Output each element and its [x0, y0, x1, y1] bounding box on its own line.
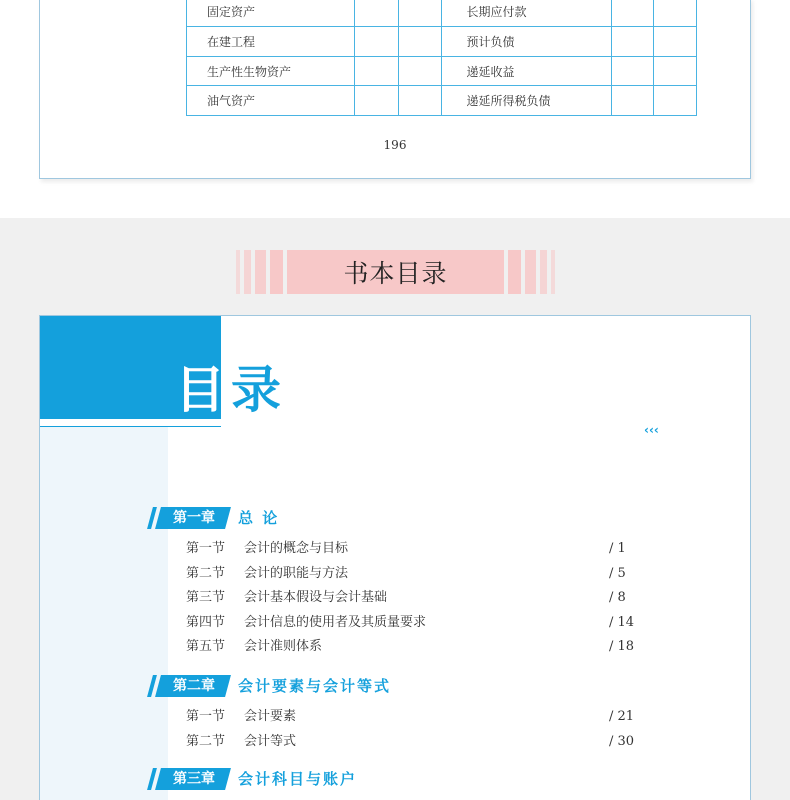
- asset-label: 固定资产: [187, 0, 355, 27]
- toc-entry: [186, 588, 636, 608]
- chapter-title: 会计科目与账户: [238, 770, 358, 788]
- page-ref: / 5: [609, 566, 626, 581]
- chevron-left-icon: ‹‹‹: [644, 423, 659, 437]
- section-number: 第三节: [186, 590, 226, 605]
- section-title: 会计要素: [244, 709, 297, 724]
- section-title: 会计等式: [244, 734, 297, 749]
- toc-entry: [186, 732, 636, 752]
- section-title: 会计的职能与方法: [244, 566, 349, 581]
- section-number: 第二节: [186, 734, 226, 749]
- page-ref: / 30: [609, 734, 635, 749]
- table-row: [187, 56, 697, 86]
- liability-label: 预计负债: [442, 27, 612, 57]
- table-row: [187, 0, 697, 27]
- book-page-196: [39, 0, 751, 179]
- chapter-title: 会计要素与会计等式: [238, 677, 392, 695]
- liability-label: 长期应付款: [442, 0, 612, 27]
- page-ref: / 8: [609, 590, 626, 605]
- toc-entry: [186, 539, 636, 559]
- banner-stripe: [236, 250, 240, 294]
- table-row: [187, 27, 697, 57]
- banner-stripe: [540, 250, 547, 294]
- section-number: 第一节: [186, 541, 226, 556]
- chapter-number-tag: [150, 675, 230, 697]
- section-title: 会计的概念与目标: [244, 541, 349, 556]
- section-banner: [236, 250, 555, 294]
- chapter-number: 第三章: [173, 771, 215, 787]
- chapter-number-tag: [150, 768, 230, 790]
- contents-title: [175, 360, 287, 420]
- banner-label: 书本目录: [287, 250, 504, 294]
- section-title: 会计准则体系: [244, 639, 323, 654]
- section-number: 第一节: [186, 709, 226, 724]
- banner-stripe: [244, 250, 251, 294]
- contents-title-char-2: 录: [231, 360, 287, 419]
- section-title: 会计基本假设与会计基础: [244, 590, 388, 605]
- section-number: 第五节: [186, 639, 226, 654]
- liability-label: 递延所得税负债: [442, 86, 612, 116]
- asset-label: 生产性生物资产: [187, 56, 355, 86]
- section-title: 会计信息的使用者及其质量要求: [244, 615, 427, 630]
- page-ref: / 21: [609, 709, 635, 724]
- toc-entry: [186, 637, 636, 657]
- page-number: 196: [383, 138, 407, 152]
- contents-page: [39, 315, 751, 800]
- section-number: 第四节: [186, 615, 226, 630]
- toc-entry: [186, 707, 636, 727]
- banner-stripe: [551, 250, 555, 294]
- chapter-number-tag: [150, 507, 230, 529]
- toc-entry: [186, 564, 636, 584]
- margin-tint: [40, 427, 168, 800]
- balance-sheet-table: [186, 0, 697, 116]
- chapter-title: 总 论: [238, 509, 280, 527]
- asset-label: 油气资产: [187, 86, 355, 116]
- toc-entry: [186, 613, 636, 633]
- liability-label: 递延收益: [442, 56, 612, 86]
- asset-label: 在建工程: [187, 27, 355, 57]
- banner-stripe: [508, 250, 521, 294]
- chapter-number: 第二章: [173, 678, 215, 694]
- banner-stripe: [525, 250, 536, 294]
- chapter-number: 第一章: [173, 510, 215, 526]
- table-row: [187, 86, 697, 116]
- contents-title-char-1: 目: [175, 360, 231, 419]
- page-ref: / 14: [609, 615, 635, 630]
- banner-stripe: [255, 250, 266, 294]
- page-ref: / 1: [609, 541, 626, 556]
- banner-stripe: [270, 250, 283, 294]
- section-number: 第二节: [186, 566, 226, 581]
- page-ref: / 18: [609, 639, 635, 654]
- previous-page-area: [0, 0, 790, 218]
